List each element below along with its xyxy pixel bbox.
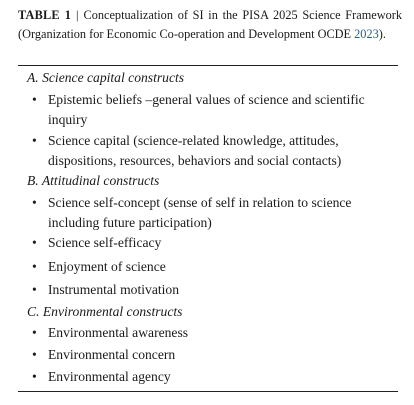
list-item [32,233,384,253]
list-item-text: Environmental agency [48,369,171,384]
list-item [32,131,384,171]
bullet-icon: • [32,133,37,148]
bullet-icon: • [32,259,37,274]
list-item [32,367,384,387]
list-item-text: Epistemic beliefs –general values of science and scientific inquiry [48,92,365,127]
table-bottom-rule [18,391,398,392]
list-item-text: Enjoyment of science [48,259,166,274]
list-item-text: Science capital (science-related knowledge, attitudes, dispositions, resources, behaviors and social contacts) [48,133,342,168]
bullet-icon: • [32,347,37,362]
list-item [32,90,384,130]
list-item-text: Environmental concern [48,347,176,362]
list-item-text: Instrumental motivation [48,282,180,297]
bullet-icon: • [32,369,37,384]
section-heading-attitudinal: B. Attitudinal constructs [27,173,160,188]
list-item [32,257,384,277]
list-item [32,280,384,300]
caption-text-end: ). [378,27,386,41]
bullet-icon: • [32,235,37,250]
table-label: TABLE 1 [18,8,72,22]
list-item-text: Science self-efficacy [48,235,162,250]
list-item [32,345,384,365]
list-item-text: Environmental awareness [48,325,189,340]
section-heading-environmental: C. Environmental constructs [27,304,183,319]
list-item [32,323,384,343]
bullet-icon: • [32,92,37,107]
list-item-text: Science self-concept (sense of self in relation to science including future participation) [48,195,352,230]
list-item [32,193,384,233]
bullet-icon: • [32,325,37,340]
caption-text: Conceptualization of SI in the PISA 2025 Science Framework (Organization for Economic Co-operation and Development OCDE [18,8,402,41]
bullet-icon: • [32,282,37,297]
caption-separator: | [76,8,79,22]
citation-link[interactable]: 2023 [354,27,379,41]
section-heading-science-capital: A. Science capital constructs [27,70,185,85]
bullet-icon: • [32,195,37,210]
